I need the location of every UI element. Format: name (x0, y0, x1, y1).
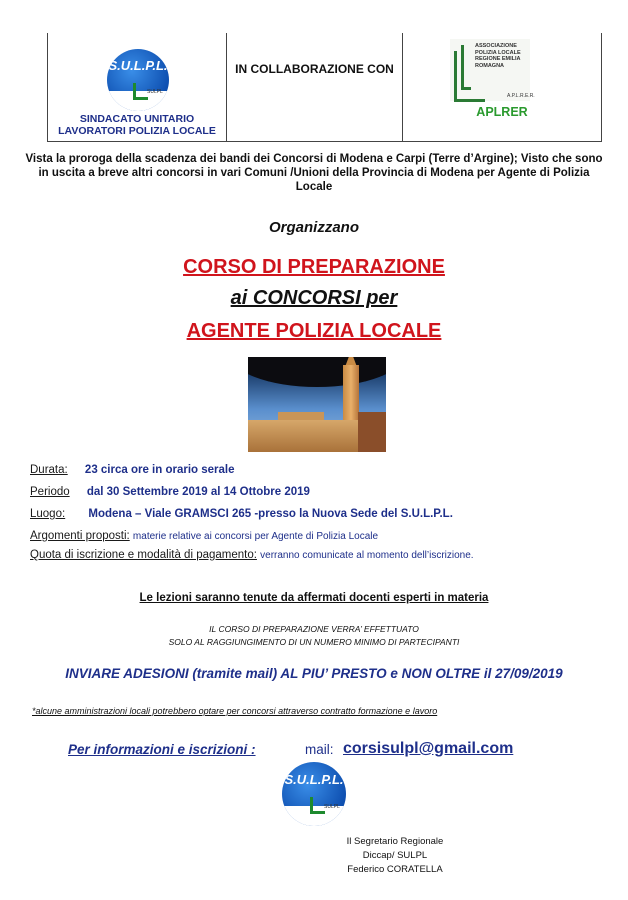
title-line-3: AGENTE POLIZIA LOCALE (186, 320, 442, 342)
luogo-label: Luogo: (30, 508, 66, 520)
lezioni-text: Le lezioni saranno tenute da affermati docenti esperti in materia (139, 592, 489, 604)
note-line-2: SOLO AL RAGGIUNGIMENTO DI UN NUMERO MINIMO DI PARTECIPANTI (168, 637, 460, 647)
durata-value: 23 circa ore in orario serale (84, 464, 235, 476)
sulpl-mark-icon (133, 83, 148, 100)
aplrer-logo-small: A.P.L.R.E.R. (507, 93, 535, 99)
aplrer-logo-text: ASSOCIAZIONE POLIZIA LOCALE REGIONE EMILIA ROMAGNA (475, 43, 521, 69)
contact-label: Per informazioni e iscrizioni : (68, 742, 256, 757)
info-luogo (30, 508, 453, 520)
sulpl-bottom-logo-small: SULPL (324, 804, 340, 810)
cathedral (248, 420, 360, 452)
footnote: *alcune amministrazioni locali potrebbero optare per concorsi attraverso contratto formazione e lavoro (32, 706, 438, 716)
sulpl-cell (48, 33, 227, 141)
info-durata (30, 464, 235, 476)
sulpl-logo-text: S.U.L.P.L. (108, 58, 168, 73)
luogo-value: Modena – Viale GRAMSCI 265 -presso la Nuova Sede del S.U.L.P.L. (88, 508, 453, 520)
aplrer-logo (450, 39, 535, 101)
durata-label: Durata: (30, 464, 68, 476)
argomenti-value: materie relative ai concorsi per Agente di Polizia Locale (132, 531, 379, 542)
info-periodo (30, 486, 310, 498)
header-table (47, 33, 602, 142)
title-line-2: ai CONCORSI per (230, 287, 398, 309)
sulpl-logo (107, 49, 169, 111)
sulpl-name: SINDACATO UNITARIO LAVORATORI POLIZIA LOCALE (58, 113, 216, 137)
intro-text: Vista la proroga della scadenza dei bandi dei Concorsi di Modena e Carpi (Terre d’Argine); Visto che sono in uscita a breve altri concorsi in vari Comuni /Unioni della Provincia di Modena per Agente di Polizia Locale (25, 153, 603, 193)
note-line-1: IL CORSO DI PREPARAZIONE VERRA’ EFFETTUATO (209, 624, 419, 634)
sulpl-logo-small: SULPL (147, 89, 163, 95)
periodo-label: Periodo (30, 486, 70, 498)
modena-photo (248, 357, 386, 452)
organizzano-heading: Organizzano (268, 219, 359, 236)
sulpl-bottom-logo-text: S.U.L.P.L. (284, 772, 344, 787)
title-line-1: CORSO DI PREPARAZIONE (183, 256, 445, 278)
mail-label: mail: (305, 742, 334, 757)
signature-role: Il Segretario Regionale (346, 836, 444, 847)
periodo-value: dal 30 Settembre 2019 al 14 Ottobre 2019 (86, 486, 310, 498)
info-quota (30, 549, 474, 561)
sulpl-bottom-mark-icon (310, 797, 325, 814)
signature-org: Diccap/ SULPL (362, 850, 428, 861)
aplrer-name: APLRER (476, 105, 528, 119)
signature-name: Federico CORATELLA (347, 864, 443, 875)
deadline-notice: INVIARE ADESIONI (tramite mail) AL PIU’ PRESTO e NON OLTRE il 27/09/2019 (65, 666, 563, 681)
argomenti-label: Argomenti proposti: (30, 530, 130, 542)
collab-cell (227, 33, 403, 141)
info-argomenti (30, 530, 378, 542)
quota-value: verranno comunicate al momento dell’iscrizione. (260, 550, 474, 561)
collab-text: IN COLLABORAZIONE CON (235, 62, 394, 76)
sulpl-bottom-logo (282, 762, 346, 826)
quota-label: Quota di iscrizione e modalità di pagamento: (30, 549, 257, 561)
email-link[interactable]: corsisulpl@gmail.com (343, 740, 514, 757)
aplrer-cell (403, 33, 601, 141)
